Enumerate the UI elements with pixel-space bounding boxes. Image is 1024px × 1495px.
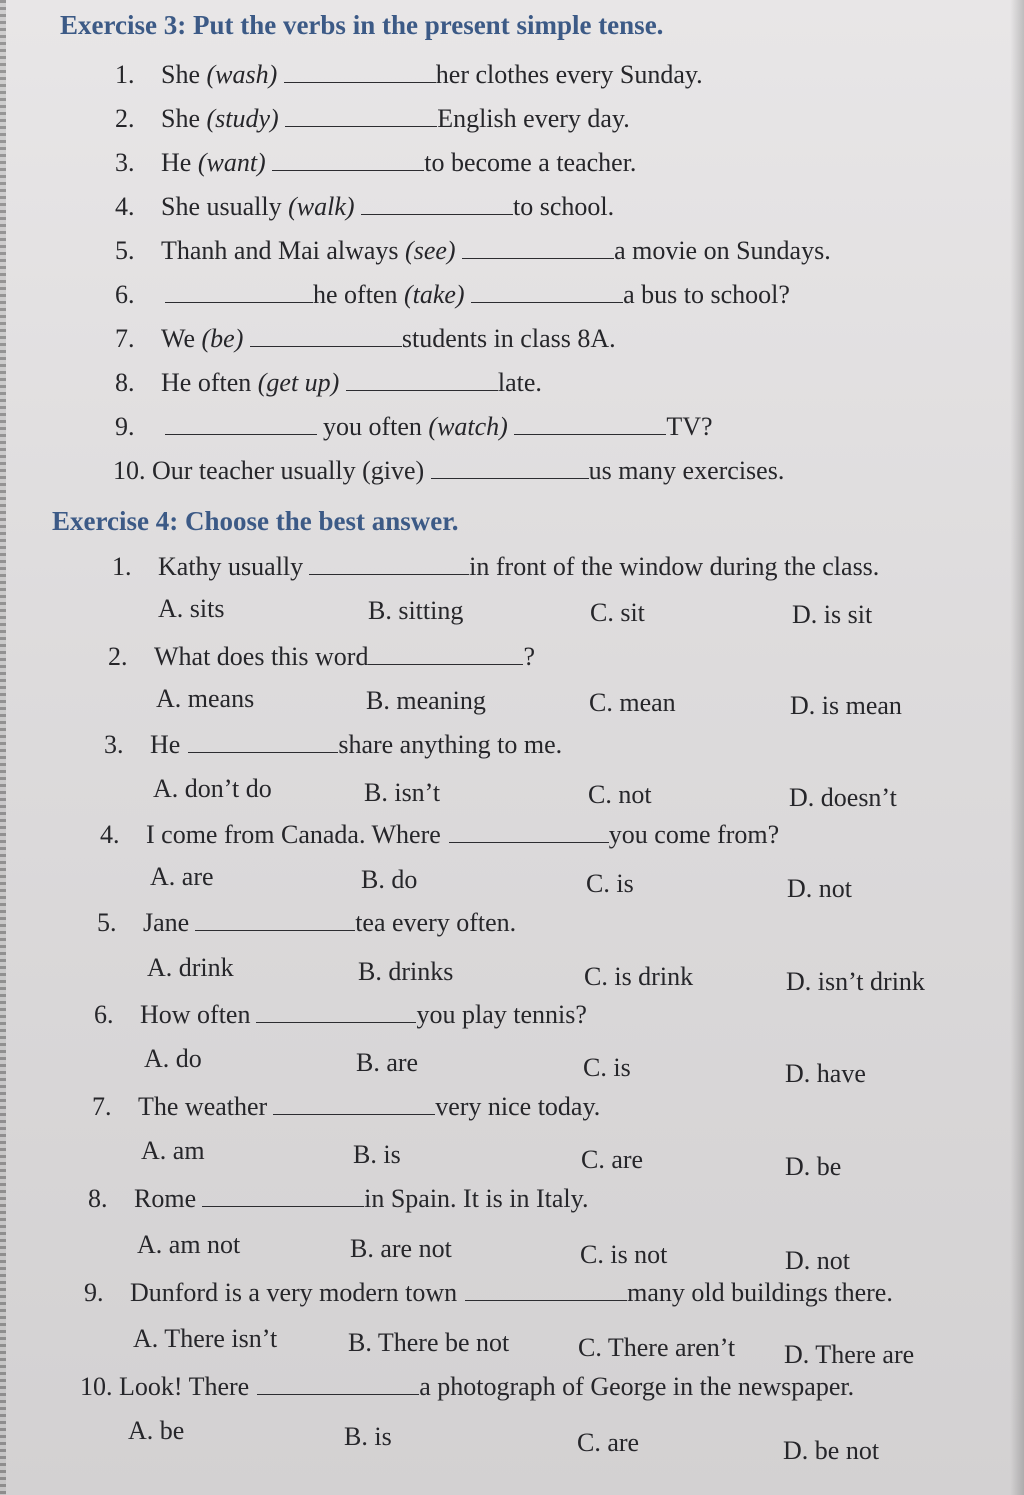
ex3-text: a movie on Sundays. <box>614 236 831 265</box>
ex4-number: 9. <box>84 1278 104 1307</box>
option-d[interactable]: D. is sit <box>792 600 873 629</box>
ex3-text: Our teacher usually (give) <box>152 456 425 485</box>
ex4-number: 5. <box>97 908 117 937</box>
answer-blank[interactable] <box>165 280 313 303</box>
answer-blank[interactable] <box>462 236 614 259</box>
ex3-verb: (be) <box>201 324 244 353</box>
exercise-4-heading: Exercise 4: Choose the best answer. <box>52 506 459 536</box>
ex3-text: he often <box>313 280 404 309</box>
ex3-text: She usually <box>161 192 289 221</box>
option-a[interactable]: A. do <box>144 1044 202 1073</box>
ex3-text: her clothes every Sunday. <box>435 60 703 89</box>
ex4-text: in front of the window during the class. <box>469 552 880 581</box>
ex4-text: The weather <box>138 1092 268 1121</box>
ex3-text: us many exercises. <box>588 456 785 485</box>
ex3-item <box>115 60 703 88</box>
ex3-verb: (wash) <box>206 60 278 89</box>
ex4-text: Look! There <box>119 1372 250 1401</box>
option-d[interactable]: D. isn’t drink <box>786 967 925 996</box>
answer-blank[interactable] <box>188 730 338 753</box>
ex3-number: 8. <box>115 368 135 397</box>
answer-blank[interactable] <box>471 280 623 303</box>
answer-blank[interactable] <box>514 412 666 435</box>
answer-blank[interactable] <box>346 368 498 391</box>
option-d[interactable]: D. not <box>787 874 852 903</box>
ex4-text: a photograph of George in the newspaper. <box>419 1372 855 1401</box>
ex4-question <box>108 642 535 670</box>
ex3-text: a bus to school? <box>623 280 790 309</box>
ex3-number: 1. <box>115 60 135 89</box>
option-b[interactable]: B. is <box>353 1140 401 1169</box>
ex4-question <box>84 1278 893 1306</box>
ex3-item <box>115 148 636 176</box>
ex4-text: very nice today. <box>435 1092 601 1121</box>
ex3-item <box>115 280 790 308</box>
option-c[interactable]: C. are <box>581 1145 644 1174</box>
ex4-question <box>112 552 879 580</box>
ex4-text: Dunford is a very modern town <box>130 1278 458 1307</box>
ex3-item <box>115 192 614 220</box>
answer-blank[interactable] <box>257 1372 419 1395</box>
option-a[interactable]: A. sits <box>158 594 225 623</box>
ex4-question <box>100 820 779 848</box>
ex3-text: you often <box>323 412 429 441</box>
option-d[interactable]: D. There are <box>784 1340 915 1369</box>
ex3-text: She <box>161 60 207 89</box>
ex3-verb: (study) <box>206 104 279 133</box>
ex3-text: We <box>161 324 202 353</box>
ex3-number: 7. <box>115 324 135 353</box>
ex4-number: 1. <box>112 552 132 581</box>
ex3-text: students in class 8A. <box>401 324 616 353</box>
option-d[interactable]: D. doesn’t <box>789 783 897 812</box>
ex3-verb: (walk) <box>288 192 355 221</box>
option-a[interactable]: A. don’t do <box>153 774 272 803</box>
option-a[interactable]: A. drink <box>147 953 234 982</box>
ex4-text: Rome <box>134 1184 197 1213</box>
answer-blank[interactable] <box>250 324 402 347</box>
option-c[interactable]: C. is not <box>580 1240 668 1269</box>
ex3-text: English every day. <box>437 104 630 133</box>
option-a[interactable]: A. There isn’t <box>133 1324 278 1353</box>
ex3-number: 4. <box>115 192 135 221</box>
ex3-verb: (see) <box>405 236 456 265</box>
answer-blank[interactable] <box>195 908 355 931</box>
option-a[interactable]: A. am <box>141 1136 205 1165</box>
option-b[interactable]: B. meaning <box>366 686 486 715</box>
ex3-text: He <box>161 148 198 177</box>
exercise-3-heading: Exercise 3: Put the verbs in the present simple tense. <box>60 10 664 40</box>
ex4-question <box>92 1092 600 1120</box>
option-c[interactable]: C. sit <box>590 598 645 627</box>
answer-blank[interactable] <box>309 552 469 575</box>
ex4-number: 10. <box>80 1372 113 1401</box>
option-c[interactable]: C. are <box>577 1428 640 1457</box>
ex4-number: 7. <box>92 1092 112 1121</box>
option-a[interactable]: A. am not <box>137 1230 241 1259</box>
ex4-number: 2. <box>108 642 128 671</box>
ex4-text: tea every often. <box>355 908 517 937</box>
ex3-text: Thanh and Mai always <box>161 236 406 265</box>
ex4-text: I come from Canada. Where <box>146 820 441 849</box>
option-a[interactable]: A. are <box>150 862 214 891</box>
ex3-text: He often <box>161 368 258 397</box>
answer-blank[interactable] <box>272 148 424 171</box>
ex4-text: He <box>150 730 181 759</box>
ex3-text: late. <box>497 368 542 397</box>
ex4-question <box>94 1000 587 1028</box>
option-d[interactable]: D. have <box>785 1059 866 1088</box>
ex3-number: 10. <box>113 456 146 485</box>
ex3-number: 2. <box>115 104 135 133</box>
ex3-number: 3. <box>115 148 135 177</box>
ex4-question <box>88 1184 588 1212</box>
ex3-number: 5. <box>115 236 135 265</box>
ex3-text: to school. <box>513 192 615 221</box>
ex3-text: She <box>161 104 207 133</box>
ex3-verb: (take) <box>403 280 465 309</box>
ex4-text: in Spain. It is in Italy. <box>364 1184 589 1213</box>
option-a[interactable]: A. be <box>128 1416 185 1445</box>
option-c[interactable]: C. There aren’t <box>578 1333 736 1362</box>
ex3-item <box>115 368 542 396</box>
ex4-text: share anything to me. <box>338 730 563 759</box>
option-b[interactable]: B. isn’t <box>364 778 441 807</box>
option-c[interactable]: C. not <box>588 780 652 809</box>
answer-blank[interactable] <box>256 1000 416 1023</box>
ex3-item <box>115 236 831 264</box>
ex3-item <box>113 456 784 484</box>
ex3-verb: (get up) <box>257 368 340 397</box>
ex4-question <box>80 1372 854 1400</box>
ex4-text: What does this word <box>154 642 369 671</box>
answer-blank[interactable] <box>273 1092 435 1115</box>
option-c[interactable]: C. mean <box>589 688 676 717</box>
ex3-item <box>115 104 630 132</box>
ex3-number: 6. <box>115 280 135 309</box>
ex3-item <box>115 324 616 352</box>
ex3-text: TV? <box>666 412 713 441</box>
option-d[interactable]: D. is mean <box>790 691 902 720</box>
option-c[interactable]: C. is drink <box>584 962 694 991</box>
ex4-number: 4. <box>100 820 120 849</box>
option-c[interactable]: C. is <box>583 1053 631 1082</box>
answer-blank[interactable] <box>449 820 609 843</box>
ex4-text: How often <box>140 1000 251 1029</box>
option-c[interactable]: C. is <box>586 869 634 898</box>
answer-blank[interactable] <box>431 456 589 479</box>
ex4-text: ? <box>523 642 536 671</box>
option-d[interactable]: D. not <box>785 1246 850 1275</box>
ex3-text: to become a teacher. <box>424 148 637 177</box>
ex4-question <box>104 730 562 758</box>
ex3-verb: (want) <box>197 148 266 177</box>
option-b[interactable]: B. There be not <box>348 1328 510 1357</box>
ex4-text: many old buildings there. <box>627 1278 893 1307</box>
ex4-number: 3. <box>104 730 124 759</box>
option-b[interactable]: B. do <box>361 865 418 894</box>
ex3-item <box>115 412 713 440</box>
option-a[interactable]: A. means <box>156 684 255 713</box>
option-b[interactable]: B. are not <box>350 1234 452 1263</box>
option-d[interactable]: D. be not <box>783 1436 880 1465</box>
ex4-text: you play tennis? <box>416 1000 587 1029</box>
answer-blank[interactable] <box>285 104 437 127</box>
ex3-verb: (watch) <box>428 412 508 441</box>
ex4-number: 6. <box>94 1000 114 1029</box>
ex4-text: Kathy usually <box>158 552 304 581</box>
ex4-text: Jane <box>143 908 190 937</box>
ex3-number: 9. <box>115 412 135 441</box>
option-b[interactable]: B. drinks <box>358 957 454 986</box>
answer-blank[interactable] <box>361 192 513 215</box>
answer-blank[interactable] <box>465 1278 627 1301</box>
ex4-number: 8. <box>88 1184 108 1213</box>
answer-blank[interactable] <box>165 412 317 435</box>
answer-blank[interactable] <box>284 60 436 83</box>
option-b[interactable]: B. is <box>344 1422 392 1451</box>
answer-blank[interactable] <box>368 642 523 665</box>
option-b[interactable]: B. are <box>356 1048 419 1077</box>
ex4-text: you come from? <box>608 820 780 849</box>
answer-blank[interactable] <box>202 1184 364 1207</box>
ex4-question <box>97 908 516 936</box>
option-d[interactable]: D. be <box>785 1152 842 1181</box>
option-b[interactable]: B. sitting <box>368 596 464 625</box>
